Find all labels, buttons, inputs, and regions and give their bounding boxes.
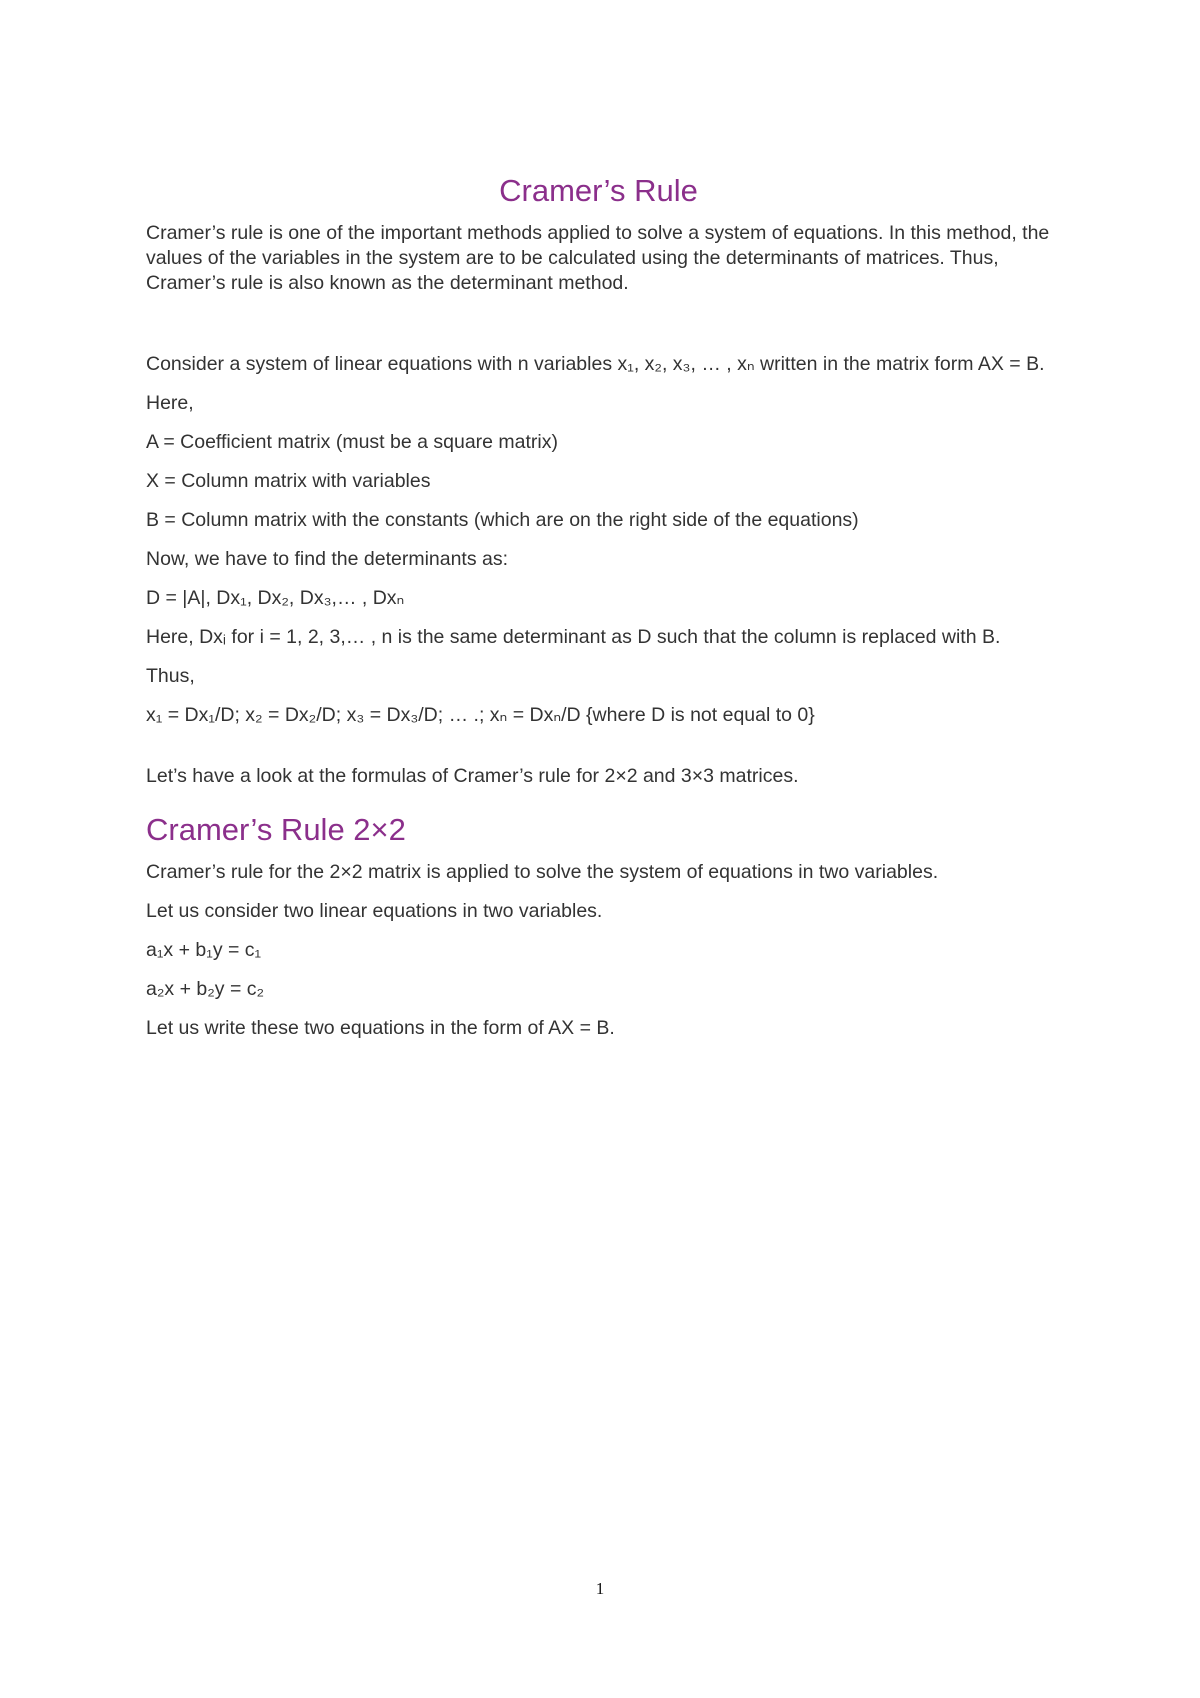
definition-b: B = Column matrix with the constants (which are on the right side of the equations) <box>146 509 859 532</box>
section-line: Let us consider two linear equations in two variables. <box>146 900 603 923</box>
section-heading-2x2: Cramer’s Rule 2×2 <box>146 812 406 848</box>
body-paragraph-dxi: Here, Dxᵢ for i = 1, 2, 3,… , n is the same determinant as D such that the column is replaced with B. <box>146 626 1001 649</box>
body-paragraph-system: Consider a system of linear equations with n variables x₁, x₂, x₃, … , xₙ written in the matrix form AX = B. <box>146 353 1045 376</box>
body-line-determinants: Now, we have to find the determinants as: <box>146 548 509 571</box>
definition-x: X = Column matrix with variables <box>146 470 431 493</box>
body-line-thus: Thus, <box>146 665 195 688</box>
page-content <box>146 172 1051 1055</box>
equation-1: a₁x + b₁y = c₁ <box>146 939 262 962</box>
closing-paragraph: Let’s have a look at the formulas of Cramer’s rule for 2×2 and 3×3 matrices. <box>146 765 799 788</box>
body-line-here: Here, <box>146 392 194 415</box>
intro-paragraph: Cramer’s rule is one of the important methods applied to solve a system of equations. In this method, the values of the variables in the system are to be calculated using the determinants of matrices. Thus, Cramer’s rule is also known as the determinant method. <box>146 222 1050 295</box>
section-line: Let us write these two equations in the form of AX = B. <box>146 1017 615 1040</box>
section-line: Cramer’s rule for the 2×2 matrix is applied to solve the system of equations in two variables. <box>146 861 939 884</box>
definition-a: A = Coefficient matrix (must be a square matrix) <box>146 431 559 454</box>
equation-2: a₂x + b₂y = c₂ <box>146 978 265 1001</box>
determinant-list: D = |A|, Dx₁, Dx₂, Dx₃,… , Dxₙ <box>146 587 405 610</box>
page-title: Cramer’s Rule <box>499 173 698 208</box>
spacer <box>146 310 1051 352</box>
spacer <box>146 742 1051 764</box>
spacer <box>146 803 1051 811</box>
solution-formula: x₁ = Dx₁/D; x₂ = Dx₂/D; x₃ = Dx₃/D; … .; xₙ = Dxₙ/D {where D is not equal to 0} <box>146 704 815 727</box>
page-number: 1 <box>595 1579 605 1598</box>
